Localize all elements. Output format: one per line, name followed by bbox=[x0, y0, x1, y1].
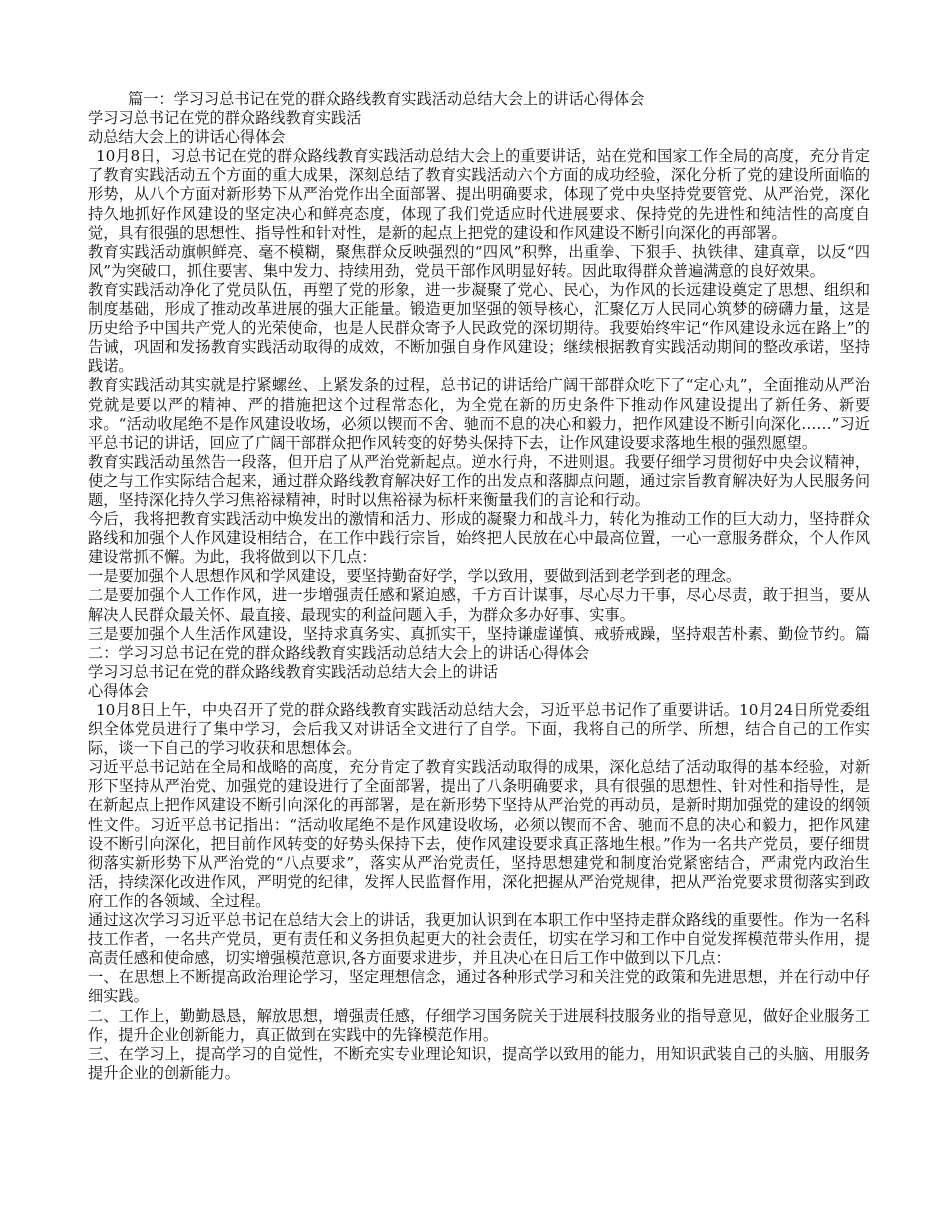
paragraph: 通过这次学习习近平总书记在总结大会上的讲话，我更加认识到在本职工作中坚持走群众路线的重要性。作为一名科技工作者，一名共产党员，更有责任和义务担负起更大的社会责任，切实在学习和工作中自觉发挥模范带头作用，提高责任感和使命感，切实增强模范意识,各方面要求进步，并且决心在日后工作中做到以下几点： bbox=[88, 911, 870, 968]
paragraph: 教育实践活动其实就是拧紧螺丝、上紧发条的过程，总书记的讲话给广阔干部群众吃下了“定心丸”，全面推动从严治党就是要以严的精神、严的措施把这个过程常态化，为全党在新的历史条件下推动作风建设提出了新任务、新要求。“活动收尾绝不是作风建设收场，必须以锲而不舍、驰而不息的决心和毅力，把作风建设不断引向深化……”习近平总书记的讲话，回应了广阔干部群众把作风转变的好势头保持下去，让作风建设要求落地生根的强烈愿望。 bbox=[88, 376, 870, 452]
paragraph: 三、在学习上，提高学习的自觉性，不断充实专业理论知识，提高学以致用的能力，用知识武装自己的头脑、用服务提升企业的创新能力。 bbox=[88, 1044, 870, 1082]
paragraph: 10月8日，习总书记在党的群众路线教育实践活动总结大会上的重要讲话，站在党和国家工作全局的高度，充分肯定了教育实践活动五个方面的重大成果，深刻总结了教育实践活动六个方面的成功经验，深化分析了党的建设所面临的形势，从八个方面对新形势下从严治党作出全面部署、提出明确要求，体现了党中央坚持党要管党、从严治党，深化持久地抓好作风建设的坚定决心和鲜亮态度，体现了我们党适应时代进展要求、保持党的先进性和纯洁性的高度自觉，具有很强的思想性、指导性和针对性，是新的起点上把党的建设和作风建设不断引向深化的再部署。 bbox=[88, 147, 870, 242]
document-title: 篇一：学习习总书记在党的群众路线教育实践活动总结大会上的讲话心得体会 bbox=[128, 90, 645, 108]
section-heading-line: 学习习总书记在党的群众路线教育实践活 bbox=[88, 109, 362, 128]
paragraph: 今后，我将把教育实践活动中焕发出的激情和活力、形成的凝聚力和战斗力，转化为推动工作的巨大动力，坚持群众路线和加强个人作风建设相结合，在工作中践行宗旨，始终把人民放在心中最高位置，一心一意服务群众，个人作风建设常抓不懈。为此，我将做到以下几点： bbox=[88, 510, 870, 567]
part2-heading-line: 学习习总书记在党的群众路线教育实践活动总结大会上的讲话 bbox=[88, 662, 499, 681]
paragraph: 教育实践活动旗帜鲜亮、毫不模糊，聚焦群众反映强烈的“四风”积弊，出重拳、下狠手、执铁律、建真章，以反“四风”为突破口，抓住要害、集中发力、持续用劲，党员干部作风明显好转。因此取得群众普遍满意的良好效果。 bbox=[88, 242, 870, 280]
paragraph: 教育实践活动净化了党员队伍，再塑了党的形象，进一步凝聚了党心、民心，为作风的长远建设奠定了思想、组织和制度基础，形成了推动改革进展的强大正能量。锻造更加坚强的领导核心，汇聚亿万人民同心筑梦的磅礴力量，这是历史给予中国共产党人的光荣使命，也是人民群众寄予人民政党的深切期待。我要始终牢记“作风建设永远在路上”的告诫，巩固和发扬教育实践活动取得的成效，不断加强自身作风建设；继续根据教育实践活动期间的整改承诺，坚持践诺。 bbox=[88, 280, 870, 376]
paragraph: 一是要加强个人思想作风和学风建设，要坚持勤奋好学，学以致用，要做到活到老学到老的理念。 bbox=[88, 567, 742, 586]
paragraph: 二、工作上，勤勤恳恳，解放思想，增强责任感，仔细学习国务院关于进展科技服务业的指导意见，做好企业服务工作，提升企业创新能力，真正做到在实践中的先锋模范作用。 bbox=[88, 1006, 870, 1044]
part2-heading-line: 心得体会 bbox=[88, 681, 149, 700]
paragraph: 二是要加强个人工作作风，进一步增强责任感和紧迫感，千方百计谋事，尽心尽力干事，尽心尽责，敢于担当，要从解决人民群众最关怀、最直接、最现实的利益问题入手，为群众多办好事、实事。 bbox=[88, 586, 870, 624]
section-heading-line: 动总结大会上的讲话心得体会 bbox=[88, 128, 286, 147]
paragraph: 一、在思想上不断提高政治理论学习，坚定理想信念，通过各种形式学习和关注党的政策和先进思想，并在行动中仔细实践。 bbox=[88, 968, 870, 1006]
paragraph: 教育实践活动虽然告一段落，但开启了从严治党新起点。逆水行舟，不进则退。我要仔细学习贯彻好中央会议精神，使之与工作实际结合起来，通过群众路线教育解决好工作的出发点和落脚点问题，通过宗旨教育解决好为人民服务问题，坚持深化持久学习焦裕禄精神，时时以焦裕禄为标杆来衡量我们的言论和行动。 bbox=[88, 452, 870, 509]
paragraph: 习近平总书记站在全局和战略的高度，充分肯定了教育实践活动取得的成果，深化总结了活动取得的基本经验，对新形下坚持从严治党、加强党的建设进行了全面部署，提出了八条明确要求，具有很强的思想性、针对性和指导性，是在新起点上把作风建设不断引向深化的再部署，是在新形势下坚持从严治党的再动员，是新时期加强党的建设的纲领性文件。习近平总书记指出：“活动收尾绝不是作风建设收场，必须以锲而不舍、驰而不息的决心和毅力，把作风建设不断引向深化，把目前作风转变的好势头保持下去，使作风建设要求真正落地生根。”作为一名共产党员，要仔细贯彻落实新形势下从严治党的“八点要求”，落实从严治党责任，坚持思想建党和制度治党紧密结合，严肃党内政治生活，持续深化改进作风，严明党的纪律，发挥人民监督作用，深化把握从严治党规律，把从严治党要求贯彻落实到政府工作的各领域、全过程。 bbox=[88, 758, 870, 910]
paragraph: 三是要加强个人生活作风建设，坚持求真务实、真抓实干，坚持谦虚谨慎、戒骄戒躁，坚持艰苦朴素、勤俭节约。篇二：学习习总书记在党的群众路线教育实践活动总结大会上的讲话心得体会 bbox=[88, 624, 870, 662]
paragraph: 10月8日上午，中央召开了党的群众路线教育实践活动总结大会，习近平总书记作了重要讲话。10月24日所党委组织全体党员进行了集中学习，会后我又对讲话全文进行了自学。下面，我将自己的所学、所想，结合自己的工作实际，谈一下自己的学习收获和思想体会。 bbox=[88, 701, 870, 758]
